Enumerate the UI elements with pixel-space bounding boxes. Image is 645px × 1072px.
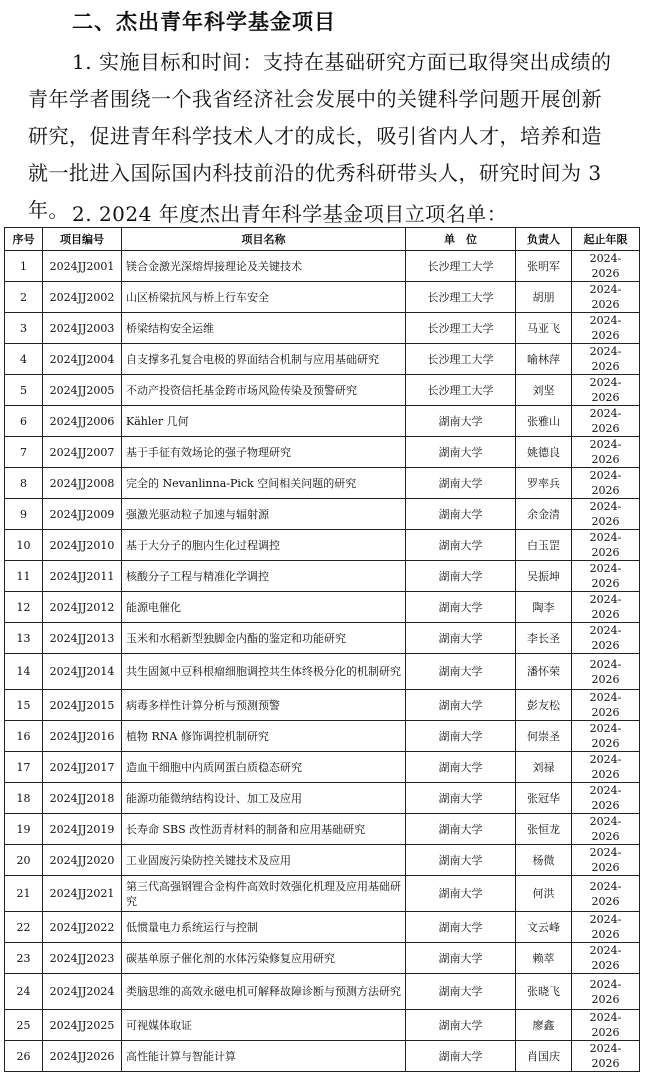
table-row	[5, 721, 640, 752]
cell-code: 2024JJ2004	[43, 344, 122, 375]
cell-no: 13	[5, 623, 43, 654]
cell-no: 14	[5, 654, 43, 690]
cell-no: 16	[5, 721, 43, 752]
cell-no: 8	[5, 468, 43, 499]
table-row	[5, 530, 640, 561]
cell-name: 病毒多样性计算分析与预测预警	[122, 690, 406, 721]
cell-leader: 白玉罡	[516, 530, 572, 561]
cell-unit: 湖南大学	[406, 437, 516, 468]
cell-code: 2024JJ2024	[43, 974, 122, 1010]
cell-unit: 长沙理工大学	[406, 282, 516, 313]
cell-name: 碳基单原子催化剂的水体污染修复应用研究	[122, 943, 406, 974]
cell-code: 2024JJ2009	[43, 499, 122, 530]
cell-name: 不动产投资信托基金跨市场风险传染及预警研究	[122, 375, 406, 406]
cell-name: 造血干细胞中内质网蛋白质稳态研究	[122, 752, 406, 783]
table-row	[5, 499, 640, 530]
cell-period: 2024-2026	[572, 344, 640, 375]
header-no: 序号	[5, 228, 43, 251]
cell-code: 2024JJ2001	[43, 251, 122, 282]
cell-leader: 何崇圣	[516, 721, 572, 752]
table-row	[5, 1041, 640, 1072]
table-row	[5, 912, 640, 943]
cell-leader: 马亚飞	[516, 313, 572, 344]
cell-name: 镁合金激光深熔焊接理论及关键技术	[122, 251, 406, 282]
cell-period: 2024-2026	[572, 912, 640, 943]
cell-no: 25	[5, 1010, 43, 1041]
cell-code: 2024JJ2013	[43, 623, 122, 654]
table-row	[5, 752, 640, 783]
cell-unit: 湖南大学	[406, 974, 516, 1010]
cell-leader: 张明军	[516, 251, 572, 282]
cell-code: 2024JJ2012	[43, 592, 122, 623]
cell-code: 2024JJ2002	[43, 282, 122, 313]
table-row	[5, 344, 640, 375]
cell-period: 2024-2026	[572, 943, 640, 974]
cell-unit: 湖南大学	[406, 845, 516, 876]
header-leader: 负责人	[516, 228, 572, 251]
cell-period: 2024-2026	[572, 783, 640, 814]
table-row	[5, 783, 640, 814]
cell-code: 2024JJ2026	[43, 1041, 122, 1072]
cell-name: 完全的 Nevanlinna-Pick 空间相关问题的研究	[122, 468, 406, 499]
cell-unit: 长沙理工大学	[406, 375, 516, 406]
cell-code: 2024JJ2010	[43, 530, 122, 561]
cell-name: 玉米和水稻新型独脚金内酯的鉴定和功能研究	[122, 623, 406, 654]
cell-leader: 何洪	[516, 876, 572, 912]
cell-period: 2024-2026	[572, 282, 640, 313]
table-row	[5, 974, 640, 1010]
cell-unit: 湖南大学	[406, 654, 516, 690]
header-period: 起止年限	[572, 228, 640, 251]
cell-name: 低惯量电力系统运行与控制	[122, 912, 406, 943]
cell-no: 1	[5, 251, 43, 282]
table-row	[5, 251, 640, 282]
cell-code: 2024JJ2008	[43, 468, 122, 499]
cell-unit: 湖南大学	[406, 912, 516, 943]
cell-code: 2024JJ2003	[43, 313, 122, 344]
cell-leader: 喻林萍	[516, 344, 572, 375]
cell-no: 15	[5, 690, 43, 721]
cell-leader: 彭友松	[516, 690, 572, 721]
table-row	[5, 468, 640, 499]
cell-leader: 赖萃	[516, 943, 572, 974]
cell-unit: 湖南大学	[406, 783, 516, 814]
header-name: 项目名称	[122, 228, 406, 251]
cell-unit: 长沙理工大学	[406, 313, 516, 344]
cell-leader: 刘禄	[516, 752, 572, 783]
cell-period: 2024-2026	[572, 814, 640, 845]
cell-name: 桥梁结构安全运维	[122, 313, 406, 344]
cell-name: 基于手征有效场论的强子物理研究	[122, 437, 406, 468]
intro-paragraph-text: 1. 实施目标和时间：支持在基础研究方面已取得突出成绩的青年学者围绕一个我省经济社会发展中的关键科学问题开展创新研究，促进青年科学技术人才的成长，吸引省内人才，培养和造就一批进入国际国内科技前沿的优秀科研带头人，研究时间为 3 年。	[28, 50, 612, 222]
table-row	[5, 654, 640, 690]
cell-name: 基于大分子的胞内生化过程调控	[122, 530, 406, 561]
cell-no: 23	[5, 943, 43, 974]
cell-name: 共生固氮中豆科根瘤细胞调控共生体终极分化的机制研究	[122, 654, 406, 690]
cell-no: 19	[5, 814, 43, 845]
cell-name: 核酸分子工程与精准化学调控	[122, 561, 406, 592]
cell-period: 2024-2026	[572, 845, 640, 876]
cell-leader: 余金清	[516, 499, 572, 530]
cell-period: 2024-2026	[572, 1041, 640, 1072]
cell-leader: 李长圣	[516, 623, 572, 654]
cell-code: 2024JJ2015	[43, 690, 122, 721]
cell-leader: 姚德良	[516, 437, 572, 468]
cell-period: 2024-2026	[572, 375, 640, 406]
table-row	[5, 375, 640, 406]
table-row	[5, 690, 640, 721]
cell-period: 2024-2026	[572, 974, 640, 1010]
cell-period: 2024-2026	[572, 406, 640, 437]
cell-name: 能源电催化	[122, 592, 406, 623]
table-row	[5, 437, 640, 468]
cell-no: 21	[5, 876, 43, 912]
table-row	[5, 623, 640, 654]
cell-name: 高性能计算与智能计算	[122, 1041, 406, 1072]
cell-code: 2024JJ2011	[43, 561, 122, 592]
cell-unit: 湖南大学	[406, 752, 516, 783]
cell-period: 2024-2026	[572, 313, 640, 344]
cell-code: 2024JJ2016	[43, 721, 122, 752]
table-row	[5, 814, 640, 845]
cell-unit: 湖南大学	[406, 721, 516, 752]
cell-name: Kähler 几何	[122, 406, 406, 437]
cell-leader: 吴振坤	[516, 561, 572, 592]
cell-leader: 陶李	[516, 592, 572, 623]
cell-unit: 湖南大学	[406, 1041, 516, 1072]
cell-leader: 廖鑫	[516, 1010, 572, 1041]
table-row	[5, 561, 640, 592]
table-row	[5, 876, 640, 912]
cell-period: 2024-2026	[572, 623, 640, 654]
cell-unit: 湖南大学	[406, 561, 516, 592]
cell-unit: 湖南大学	[406, 814, 516, 845]
cell-no: 3	[5, 313, 43, 344]
cell-leader: 张恒龙	[516, 814, 572, 845]
table-row	[5, 845, 640, 876]
cell-period: 2024-2026	[572, 721, 640, 752]
cell-no: 5	[5, 375, 43, 406]
cell-no: 24	[5, 974, 43, 1010]
header-unit: 单 位	[406, 228, 516, 251]
cell-code: 2024JJ2014	[43, 654, 122, 690]
cell-period: 2024-2026	[572, 530, 640, 561]
cell-unit: 湖南大学	[406, 468, 516, 499]
cell-no: 10	[5, 530, 43, 561]
cell-name: 可视媒体取证	[122, 1010, 406, 1041]
cell-leader: 张冠华	[516, 783, 572, 814]
cell-unit: 湖南大学	[406, 530, 516, 561]
cell-period: 2024-2026	[572, 690, 640, 721]
cell-no: 6	[5, 406, 43, 437]
table-row	[5, 313, 640, 344]
table-row	[5, 592, 640, 623]
cell-no: 17	[5, 752, 43, 783]
cell-no: 7	[5, 437, 43, 468]
cell-name: 长寿命 SBS 改性沥青材料的制备和应用基础研究	[122, 814, 406, 845]
cell-unit: 湖南大学	[406, 499, 516, 530]
table-row	[5, 943, 640, 974]
cell-name: 第三代高强钢锂合金构件高效时效强化机理及应用基础研究	[122, 876, 406, 912]
cell-leader: 罗率兵	[516, 468, 572, 499]
cell-code: 2024JJ2022	[43, 912, 122, 943]
cell-unit: 湖南大学	[406, 943, 516, 974]
cell-leader: 张晓飞	[516, 974, 572, 1010]
cell-leader: 刘坚	[516, 375, 572, 406]
cell-code: 2024JJ2005	[43, 375, 122, 406]
cell-code: 2024JJ2021	[43, 876, 122, 912]
cell-leader: 文云峰	[516, 912, 572, 943]
cell-code: 2024JJ2023	[43, 943, 122, 974]
cell-unit: 长沙理工大学	[406, 344, 516, 375]
cell-period: 2024-2026	[572, 752, 640, 783]
cell-code: 2024JJ2007	[43, 437, 122, 468]
cell-period: 2024-2026	[572, 499, 640, 530]
cell-period: 2024-2026	[572, 592, 640, 623]
cell-name: 能源功能微纳结构设计、加工及应用	[122, 783, 406, 814]
cell-unit: 湖南大学	[406, 623, 516, 654]
cell-name: 类脑思维的高效永磁电机可解释故障诊断与预测方法研究	[122, 974, 406, 1010]
cell-no: 12	[5, 592, 43, 623]
table-row	[5, 406, 640, 437]
cell-period: 2024-2026	[572, 876, 640, 912]
table-row	[5, 1010, 640, 1041]
cell-code: 2024JJ2025	[43, 1010, 122, 1041]
cell-leader: 张雅山	[516, 406, 572, 437]
cell-period: 2024-2026	[572, 468, 640, 499]
cell-unit: 湖南大学	[406, 1010, 516, 1041]
cell-no: 4	[5, 344, 43, 375]
cell-no: 26	[5, 1041, 43, 1072]
cell-no: 9	[5, 499, 43, 530]
cell-leader: 杨微	[516, 845, 572, 876]
cell-unit: 湖南大学	[406, 592, 516, 623]
cell-unit: 长沙理工大学	[406, 251, 516, 282]
cell-period: 2024-2026	[572, 561, 640, 592]
cell-code: 2024JJ2020	[43, 845, 122, 876]
header-code: 项目编号	[43, 228, 122, 251]
cell-unit: 湖南大学	[406, 876, 516, 912]
cell-name: 自支撑多孔复合电极的界面结合机制与应用基础研究	[122, 344, 406, 375]
table-header-row	[5, 228, 640, 251]
cell-name: 工业固废污染防控关键技术及应用	[122, 845, 406, 876]
cell-period: 2024-2026	[572, 654, 640, 690]
cell-period: 2024-2026	[572, 437, 640, 468]
cell-code: 2024JJ2019	[43, 814, 122, 845]
project-table	[4, 227, 640, 1072]
cell-code: 2024JJ2006	[43, 406, 122, 437]
cell-unit: 湖南大学	[406, 690, 516, 721]
cell-leader: 胡朋	[516, 282, 572, 313]
cell-name: 强激光驱动粒子加速与辐射源	[122, 499, 406, 530]
cell-leader: 肖国庆	[516, 1041, 572, 1072]
cell-unit: 湖南大学	[406, 406, 516, 437]
cell-no: 2	[5, 282, 43, 313]
cell-name: 山区桥梁抗风与桥上行车安全	[122, 282, 406, 313]
section-title: 二、杰出青年科学基金项目	[72, 10, 336, 34]
cell-code: 2024JJ2018	[43, 783, 122, 814]
cell-leader: 潘怀荣	[516, 654, 572, 690]
cell-no: 11	[5, 561, 43, 592]
table-row	[5, 282, 640, 313]
cell-no: 18	[5, 783, 43, 814]
list-subheading: 2. 2024 年度杰出青年科学基金项目立项名单：	[72, 202, 508, 226]
cell-name: 植物 RNA 修饰调控机制研究	[122, 721, 406, 752]
cell-no: 20	[5, 845, 43, 876]
cell-period: 2024-2026	[572, 251, 640, 282]
cell-no: 22	[5, 912, 43, 943]
cell-period: 2024-2026	[572, 1010, 640, 1041]
cell-code: 2024JJ2017	[43, 752, 122, 783]
